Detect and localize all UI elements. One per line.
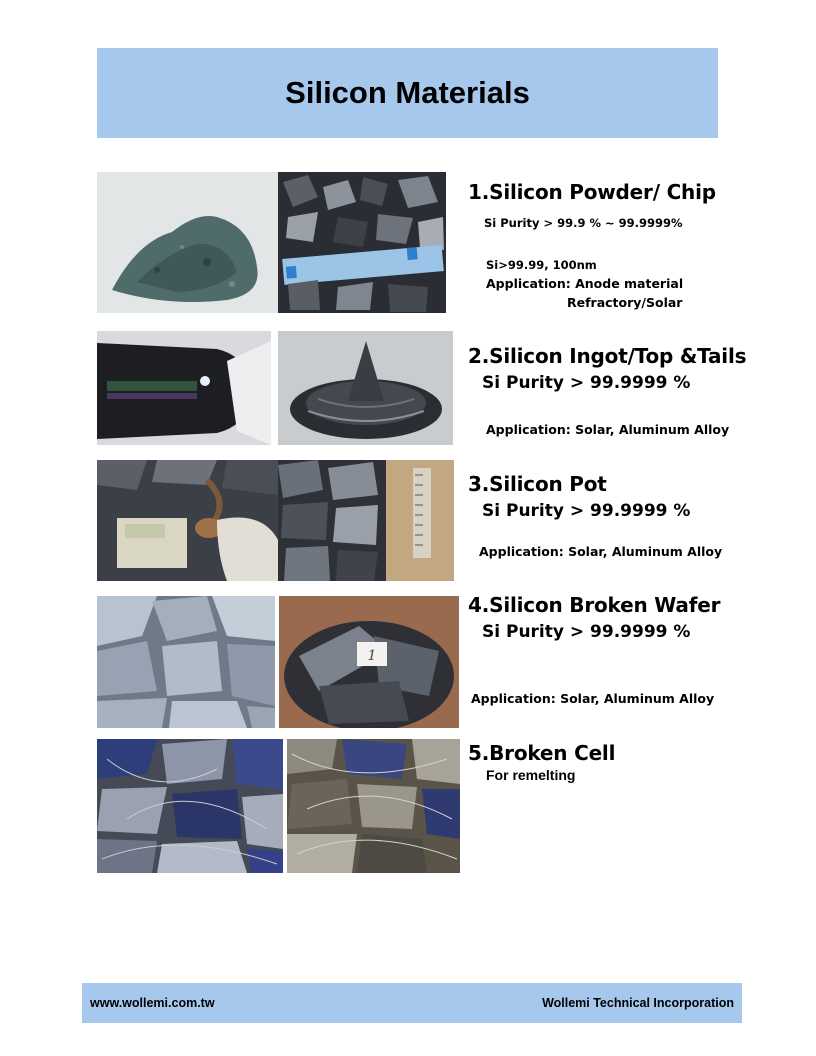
broken-solar-cell-pile-photo (97, 739, 283, 873)
section-2-application: Application: Solar, Aluminum Alloy (486, 422, 730, 437)
section-2-heading: 2.Silicon Ingot/Top &Tails (468, 344, 747, 368)
silicon-chips-with-ruler-photo (278, 172, 446, 313)
page-title: Silicon Materials (285, 75, 530, 110)
broken-solar-cell-scrap-photo (287, 739, 460, 873)
section-1-application: Application: Anode material (486, 276, 684, 291)
section-1-application-cont: Refractory/Solar (567, 295, 683, 310)
section-3-heading: 3.Silicon Pot (468, 472, 607, 496)
footer-bar (82, 983, 742, 1023)
section-4-purity: Si Purity > 99.9999 % (482, 622, 691, 642)
section-1-heading: 1.Silicon Powder/ Chip (468, 180, 716, 204)
title-banner (97, 48, 718, 138)
section-5-note: For remelting (486, 767, 576, 783)
silicon-ingot-photo (97, 331, 271, 445)
purity-meter-on-silicon-photo (97, 460, 278, 581)
section-1-nano-spec: Si>99.99, 100nm (486, 258, 597, 272)
section-3-purity: Si Purity > 99.9999 % (482, 501, 691, 521)
silicon-powder-pile-photo (97, 172, 278, 313)
section-4-application: Application: Solar, Aluminum Alloy (471, 691, 715, 706)
section-5-heading: 5.Broken Cell (468, 741, 616, 765)
silicon-pot-chunks-with-ruler-photo (278, 460, 454, 581)
section-4-heading: 4.Silicon Broken Wafer (468, 593, 721, 617)
section-1-purity: Si Purity > 99.9 % ~ 99.9999% (484, 216, 683, 230)
section-2-purity: Si Purity > 99.9999 % (482, 373, 691, 393)
section-3-application: Application: Solar, Aluminum Alloy (479, 544, 723, 559)
wafer-label-number: 1 (367, 648, 377, 664)
footer-website: www.wollemi.com.tw (90, 996, 215, 1010)
silicon-ingot-top-cone-photo (278, 331, 453, 445)
broken-wafer-in-bin-photo (279, 596, 459, 728)
broken-wafer-pieces-photo (97, 596, 275, 728)
footer-company: Wollemi Technical Incorporation (542, 996, 734, 1010)
